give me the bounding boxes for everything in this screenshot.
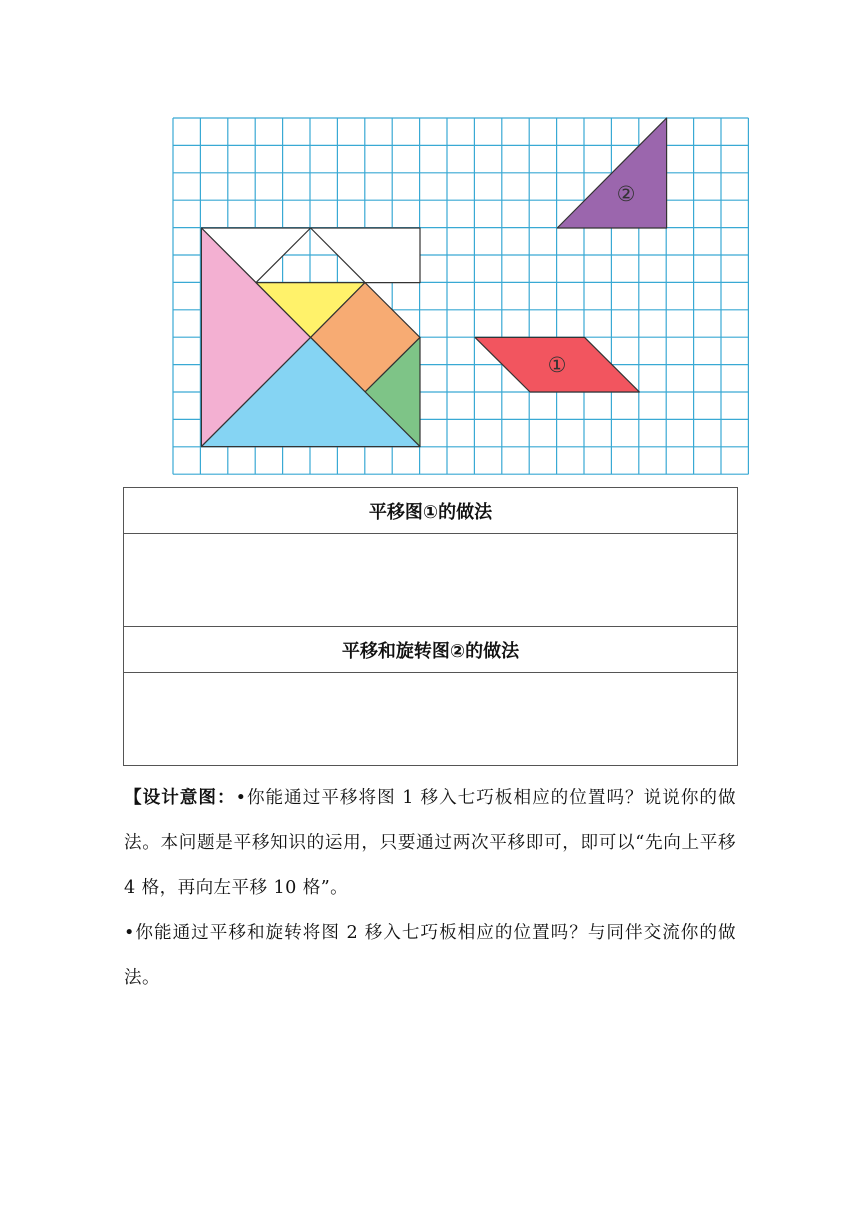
piece-1-marker: ① — [547, 353, 567, 377]
rotate-figure-2-header: 平移和旋转图②的做法 — [124, 627, 738, 673]
tangram-grid-figure — [171, 116, 751, 476]
method-table — [123, 487, 738, 766]
design-intent-paragraph-1 — [124, 776, 736, 911]
translate-figure-1-header: 平移图①的做法 — [124, 488, 738, 534]
piece-2-marker: ② — [616, 182, 636, 206]
design-intent-paragraph-2 — [124, 911, 736, 1001]
translate-figure-1-answer-cell — [124, 534, 738, 627]
design-intent-notes — [124, 776, 736, 1001]
design-intent-text-1: •你能通过平移将图 1 移入七巧板相应的位置吗？说说你的做法。本问题是平移知识的运用，只要通过两次平移即可，即可以“先向上平移 4 格，再向左平移 10 格”。 — [124, 788, 737, 898]
design-intent-label: 【设计意图： — [124, 788, 236, 808]
design-intent-text-2: •你能通过平移和旋转将图 2 移入七巧板相应的位置吗？与同伴交流你的做法。 — [124, 923, 736, 988]
rotate-figure-2-answer-cell — [124, 673, 738, 766]
